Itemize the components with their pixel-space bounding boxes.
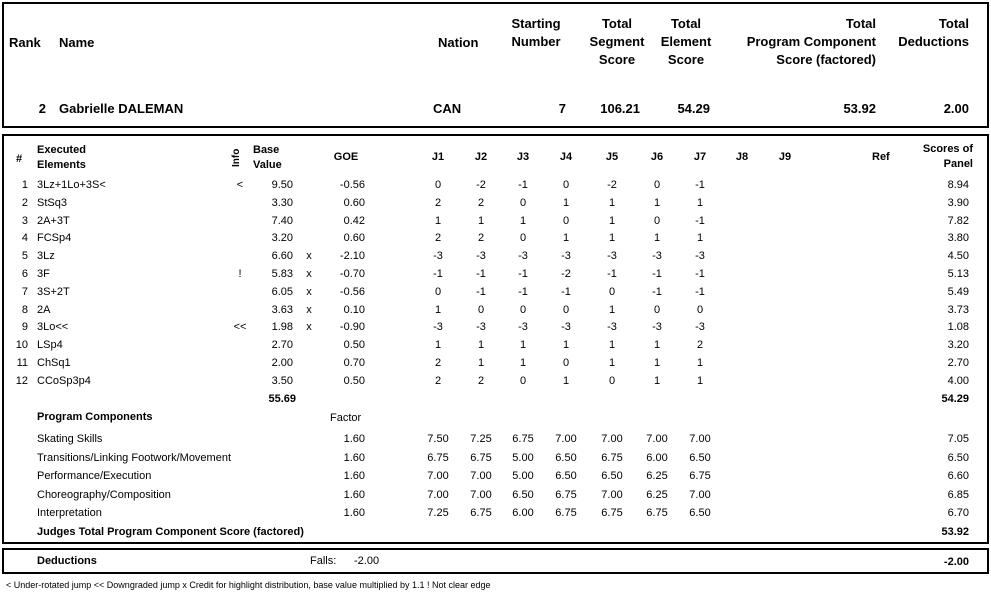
component-judge-score: 6.50 (601, 470, 623, 482)
component-judge-score: 5.00 (512, 470, 534, 482)
element-judge-score: -3 (518, 321, 528, 334)
component-judge-score: 7.00 (470, 488, 492, 501)
element-judge-score: 1 (696, 232, 704, 245)
element-judge-score: 1 (477, 339, 485, 352)
element-panel-score: 4.50 (947, 250, 969, 263)
nation-header: Nation (438, 35, 479, 50)
element-judge-score: 0 (608, 285, 616, 298)
scores-detail-box (2, 134, 989, 544)
element-judge-score: 1 (608, 232, 616, 245)
element-goe: 0.42 (343, 214, 365, 227)
component-judge-score: 6.50 (555, 451, 577, 464)
component-judge-score: 6.50 (689, 507, 711, 519)
goe-header: GOE (333, 151, 359, 163)
element-goe: 0.60 (343, 232, 365, 245)
element-judge-score: 2 (477, 374, 485, 387)
element-base-value: 3.20 (271, 232, 293, 245)
element-judge-score: 1 (696, 374, 704, 387)
component-judge-score: 6.00 (512, 507, 534, 519)
component-factor: 1.60 (343, 451, 365, 464)
element-judge-score: 1 (608, 339, 616, 352)
component-judge-score: 7.00 (555, 433, 577, 445)
element-judge-score: -1 (652, 285, 662, 298)
element-judge-score: 1 (608, 214, 616, 227)
component-judge-score: 6.25 (646, 470, 668, 482)
element-judge-score: 0 (519, 374, 527, 387)
element-panel-score: 8.94 (947, 179, 969, 191)
judge-header-5: J5 (605, 151, 619, 163)
element-panel-score: 2.70 (947, 357, 969, 369)
component-name: Interpretation (37, 507, 102, 519)
element-name: CCoSp3p4 (37, 374, 91, 387)
element-goe: 0.70 (343, 357, 365, 369)
element-goe: -0.56 (339, 285, 365, 298)
element-judge-score: 1 (434, 303, 442, 316)
element-num: 6 (21, 268, 28, 280)
component-panel-score: 7.05 (947, 433, 969, 445)
total-element-header-line3: Score (667, 52, 705, 67)
element-judge-score: -3 (695, 250, 705, 263)
element-name: StSq3 (37, 196, 67, 209)
element-judge-score: -3 (518, 250, 528, 263)
total-deductions-header-line2: Deductions (898, 34, 969, 49)
element-judge-score: 0 (562, 303, 570, 316)
element-judge-score: -3 (695, 321, 705, 334)
element-judge-score: 1 (477, 357, 485, 369)
program-components-title: Program Components (37, 411, 153, 423)
element-judge-score: 1 (519, 357, 527, 369)
elements-base-total: 55.69 (268, 393, 296, 405)
element-num: 9 (21, 321, 28, 334)
element-judge-score: 1 (519, 339, 527, 352)
component-judge-score: 6.75 (427, 451, 449, 464)
component-judge-score: 6.75 (470, 451, 492, 464)
component-judge-score: 7.00 (646, 433, 668, 445)
element-judge-score: 1 (434, 339, 442, 352)
deductions-box (2, 548, 989, 574)
element-name: FCSp4 (37, 232, 72, 245)
total-segment-header-line2: Segment (589, 34, 645, 49)
skater-name: Gabrielle DALEMAN (59, 101, 184, 116)
element-name: 3F (37, 268, 50, 280)
element-goe: -0.70 (339, 268, 365, 280)
element-judge-score: -1 (476, 268, 486, 280)
element-judge-score: -3 (607, 321, 617, 334)
element-base-value: 6.05 (271, 285, 293, 298)
element-name: 3Lz+1Lo+3S< (37, 179, 106, 191)
element-judge-score: 1 (477, 214, 485, 227)
base-value-header-line1: Base (253, 144, 280, 156)
total-deductions-header-line1: Total (938, 16, 969, 31)
judge-header-4: J4 (559, 151, 573, 163)
element-judge-score: -2 (476, 179, 486, 191)
component-judge-score: 6.75 (689, 470, 711, 482)
total-pcs-header-line2: Program Component (746, 34, 876, 49)
element-judge-score: -1 (561, 285, 571, 298)
element-panel-score: 5.49 (947, 285, 969, 298)
judge-header-9: J9 (778, 151, 792, 163)
element-judge-score: 0 (519, 196, 527, 209)
element-bonus-mark: x (306, 268, 312, 280)
element-judge-score: 0 (562, 214, 570, 227)
component-judge-score: 7.00 (689, 433, 711, 445)
element-judge-score: 1 (653, 339, 661, 352)
element-judge-score: -1 (607, 268, 617, 280)
element-judge-score: -1 (476, 285, 486, 298)
element-judge-score: -3 (561, 321, 571, 334)
element-base-value: 3.50 (271, 374, 293, 387)
element-judge-score: 1 (608, 303, 616, 316)
component-judge-score: 6.25 (646, 488, 668, 501)
element-judge-score: -3 (652, 250, 662, 263)
info-header: Info (231, 148, 242, 167)
element-panel-score: 3.90 (947, 196, 969, 209)
element-panel-score: 5.13 (947, 268, 969, 280)
skater-total-pcs: 53.92 (843, 101, 876, 116)
element-num: 10 (15, 339, 28, 352)
judge-header-1: J1 (431, 151, 445, 163)
element-base-value: 5.83 (271, 268, 293, 280)
element-judge-score: -1 (652, 268, 662, 280)
element-name: LSp4 (37, 339, 63, 352)
element-judge-score: -1 (518, 268, 528, 280)
element-name: ChSq1 (37, 357, 71, 369)
element-bonus-mark: x (306, 250, 312, 263)
element-judge-score: 1 (562, 374, 570, 387)
component-judge-score: 7.50 (427, 433, 449, 445)
element-num: 1 (21, 179, 28, 191)
pcs-total-score: 53.92 (941, 526, 969, 538)
element-judge-score: 0 (519, 303, 527, 316)
element-goe: 0.50 (343, 339, 365, 352)
total-segment-header-line3: Score (598, 52, 636, 67)
element-judge-score: 1 (608, 357, 616, 369)
element-judge-score: 2 (434, 374, 442, 387)
element-panel-score: 1.08 (947, 321, 969, 334)
element-num: 11 (16, 357, 28, 369)
element-base-value: 7.40 (271, 214, 293, 227)
skater-starting-number: 7 (558, 101, 566, 116)
element-judge-score: -1 (433, 268, 443, 280)
base-value-header-line2: Value (253, 159, 282, 171)
component-name: Skating Skills (37, 433, 103, 445)
element-panel-score: 4.00 (947, 374, 969, 387)
element-judge-score: 1 (653, 196, 661, 209)
element-info: < (236, 179, 244, 191)
component-judge-score: 6.75 (646, 507, 668, 519)
element-judge-score: 1 (696, 357, 704, 369)
element-judge-score: -1 (518, 179, 528, 191)
judge-header-8: J8 (735, 151, 749, 163)
element-judge-score: -1 (695, 285, 705, 298)
component-judge-score: 7.25 (470, 433, 492, 445)
element-judge-score: -3 (607, 250, 617, 263)
element-judge-score: -3 (652, 321, 662, 334)
element-goe: -2.10 (339, 250, 365, 263)
num-header: # (16, 153, 23, 165)
element-bonus-mark: x (306, 321, 312, 334)
element-judge-score: 0 (434, 179, 442, 191)
element-num: 2 (21, 196, 28, 209)
falls-label: Falls: (310, 555, 337, 567)
element-judge-score: -3 (433, 321, 443, 334)
element-panel-score: 3.73 (947, 303, 969, 316)
element-info: ! (238, 268, 242, 280)
component-judge-score: 6.50 (555, 470, 577, 482)
judge-header-2: J2 (474, 151, 488, 163)
component-judge-score: 6.00 (646, 451, 668, 464)
element-bonus-mark: x (306, 285, 312, 298)
element-judge-score: -1 (518, 285, 528, 298)
component-judge-score: 7.00 (427, 488, 449, 501)
element-judge-score: 1 (434, 214, 442, 227)
total-element-header-line1: Total (670, 16, 702, 31)
falls-value: -2.00 (354, 555, 380, 567)
element-judge-score: -1 (695, 214, 705, 227)
element-judge-score: 0 (653, 179, 661, 191)
skater-total-segment-score: 106.21 (600, 101, 640, 116)
element-name: 2A (37, 303, 51, 316)
element-base-value: 1.98 (271, 321, 293, 334)
component-judge-score: 6.75 (555, 488, 577, 501)
element-judge-score: 2 (477, 196, 485, 209)
element-judge-score: -3 (433, 250, 443, 263)
element-judge-score: 0 (519, 232, 527, 245)
component-judge-score: 7.00 (601, 488, 623, 501)
element-num: 12 (15, 374, 28, 387)
element-judge-score: 1 (608, 196, 616, 209)
component-panel-score: 6.85 (947, 488, 969, 501)
element-judge-score: 1 (653, 357, 661, 369)
element-judge-score: 0 (477, 303, 485, 316)
element-bonus-mark: x (306, 303, 312, 316)
component-name: Performance/Execution (37, 470, 152, 482)
element-judge-score: 1 (653, 232, 661, 245)
component-factor: 1.60 (343, 433, 365, 445)
element-panel-score: 3.20 (947, 339, 969, 352)
element-base-value: 3.30 (271, 196, 293, 209)
element-num: 5 (21, 250, 28, 263)
component-judge-score: 7.00 (601, 433, 623, 445)
rank-header: Rank (9, 35, 41, 50)
component-factor: 1.60 (343, 488, 365, 501)
component-judge-score: 6.75 (470, 507, 492, 519)
starting-number-header-line2: Number (511, 34, 561, 49)
element-judge-score: 1 (562, 339, 570, 352)
element-name: 3S+2T (37, 285, 70, 298)
component-judge-score: 7.25 (427, 507, 449, 519)
element-goe: -0.90 (339, 321, 365, 334)
element-base-value: 2.70 (271, 339, 293, 352)
element-panel-score: 3.80 (947, 232, 969, 245)
element-base-value: 3.63 (271, 303, 293, 316)
component-panel-score: 6.70 (947, 507, 969, 519)
component-judge-score: 7.00 (470, 470, 492, 482)
element-judge-score: -1 (695, 179, 705, 191)
element-goe: 0.50 (343, 374, 365, 387)
deductions-total: -2.00 (943, 556, 969, 568)
element-name: 2A+3T (37, 214, 70, 227)
scores-of-panel-header-line2: Panel (943, 158, 973, 170)
component-panel-score: 6.50 (947, 451, 969, 464)
component-judge-score: 6.75 (555, 507, 577, 519)
component-judge-score: 6.50 (512, 488, 534, 501)
scores-of-panel-header-line1: Scores of (922, 143, 973, 155)
total-pcs-header-line3: Score (factored) (776, 52, 876, 67)
executed-header-line1: Executed (37, 144, 86, 156)
element-judge-score: -3 (561, 250, 571, 263)
element-judge-score: 1 (696, 196, 704, 209)
total-pcs-header-line1: Total (845, 16, 876, 31)
component-judge-score: 6.50 (689, 451, 711, 464)
elements-score-total: 54.29 (941, 393, 969, 405)
element-num: 7 (21, 285, 28, 298)
element-base-value: 6.60 (271, 250, 293, 263)
element-num: 8 (21, 303, 28, 316)
skater-total-element-score: 54.29 (677, 101, 710, 116)
element-judge-score: 2 (477, 232, 485, 245)
legend-footnote: < Under-rotated jump << Downgraded jump x Credit for highlight distribution, base value multiplied by 1.1 ! Not clear edge (6, 580, 491, 590)
component-judge-score: 6.75 (601, 507, 623, 519)
element-judge-score: 1 (562, 196, 570, 209)
element-judge-score: 1 (562, 232, 570, 245)
element-name: 3Lo<< (37, 321, 69, 334)
pcs-total-label: Judges Total Program Component Score (factored) (37, 526, 304, 538)
element-goe: -0.56 (339, 179, 365, 191)
ref-header: Ref (872, 151, 890, 163)
element-panel-score: 7.82 (947, 214, 969, 227)
judge-header-3: J3 (516, 151, 530, 163)
component-name: Choreography/Composition (37, 488, 171, 501)
component-factor: 1.60 (343, 507, 365, 519)
component-judge-score: 6.75 (601, 451, 623, 464)
element-judge-score: 0 (562, 179, 570, 191)
element-goe: 0.10 (343, 303, 365, 316)
element-num: 4 (21, 232, 28, 245)
element-judge-score: 0 (434, 285, 442, 298)
element-judge-score: -2 (607, 179, 617, 191)
skater-nation: CAN (433, 101, 462, 116)
element-judge-score: 2 (434, 232, 442, 245)
element-judge-score: -1 (695, 268, 705, 280)
component-factor: 1.60 (343, 470, 365, 482)
element-base-value: 2.00 (271, 357, 293, 369)
element-judge-score: 0 (562, 357, 570, 369)
element-judge-score: 1 (519, 214, 527, 227)
element-judge-score: 1 (653, 374, 661, 387)
element-judge-score: -3 (476, 321, 486, 334)
element-judge-score: -3 (476, 250, 486, 263)
skater-rank: 2 (38, 101, 46, 116)
total-element-header-line2: Element (660, 34, 712, 49)
element-goe: 0.60 (343, 196, 365, 209)
starting-number-header-line1: Starting (511, 16, 561, 31)
component-judge-score: 7.00 (427, 470, 449, 482)
name-header: Name (59, 35, 95, 50)
element-judge-score: 0 (653, 214, 661, 227)
component-judge-score: 6.75 (512, 433, 534, 445)
skater-total-deductions: 2.00 (943, 101, 969, 116)
element-judge-score: 2 (434, 357, 442, 369)
element-num: 3 (21, 214, 28, 227)
element-judge-score: 2 (434, 196, 442, 209)
element-judge-score: 0 (696, 303, 704, 316)
deductions-label: Deductions (37, 555, 97, 567)
element-judge-score: -2 (561, 268, 571, 280)
component-judge-score: 5.00 (512, 451, 534, 464)
factor-header: Factor (330, 412, 362, 424)
component-name: Transitions/Linking Footwork/Movement (37, 451, 232, 464)
element-judge-score: 0 (653, 303, 661, 316)
component-judge-score: 7.00 (689, 488, 711, 501)
executed-header-line2: Elements (37, 159, 86, 171)
element-base-value: 9.50 (271, 179, 293, 191)
component-panel-score: 6.60 (947, 470, 969, 482)
element-judge-score: 2 (696, 339, 704, 352)
element-info: << (233, 321, 247, 334)
total-segment-header-line1: Total (601, 16, 633, 31)
element-judge-score: 0 (608, 374, 616, 387)
judge-header-7: J7 (693, 151, 707, 163)
element-name: 3Lz (37, 250, 55, 263)
judge-header-6: J6 (650, 151, 664, 163)
